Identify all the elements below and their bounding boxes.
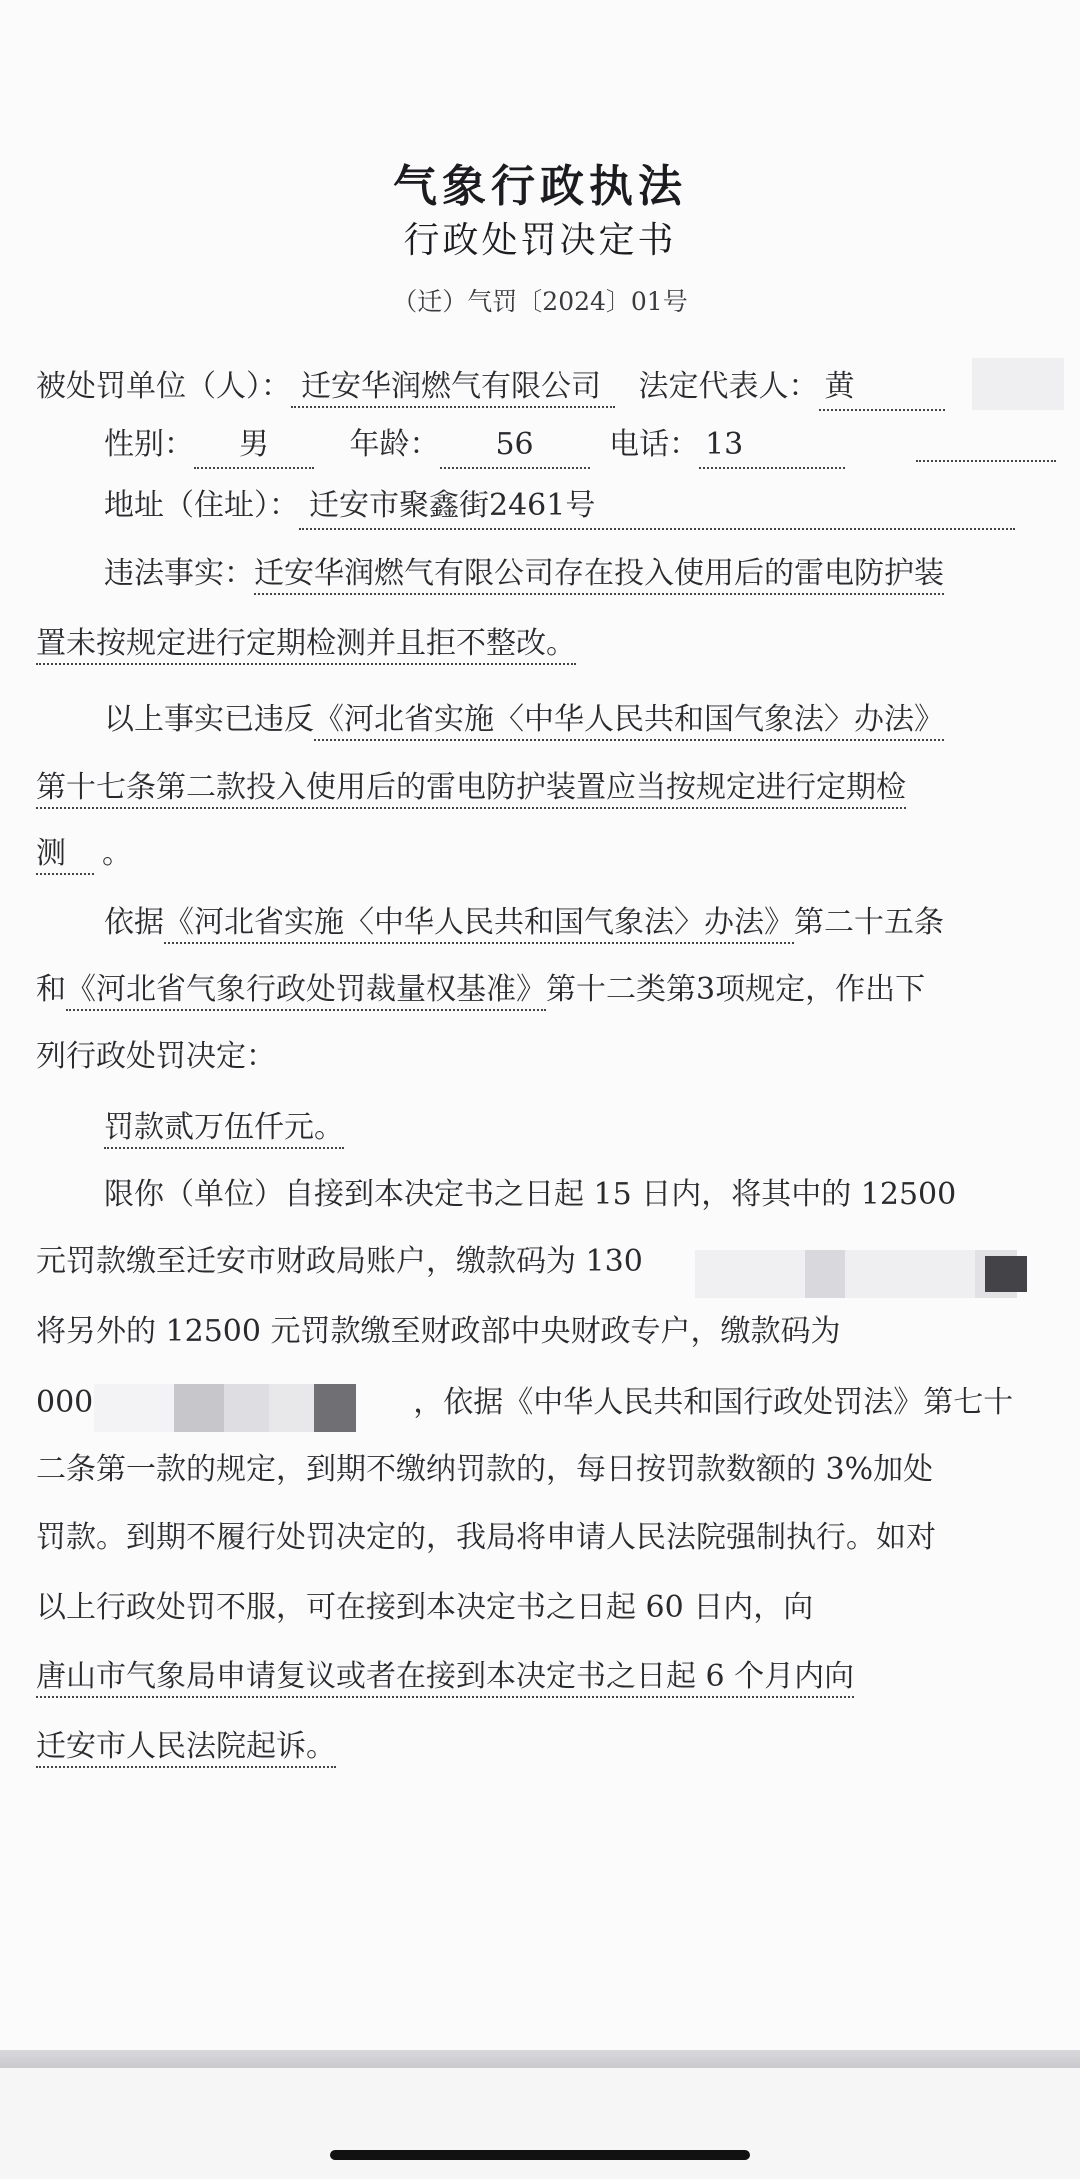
court-text: 迁安市人民法院起诉。 [36,1729,336,1768]
penalty-line [104,1108,344,1148]
payment-line-4-rest: ，依据《中华人民共和国行政处罚法》第七十 [413,1385,1014,1420]
redaction-mask [224,1384,269,1432]
document-number: （迁）气罚〔2024〕01号 [392,287,688,316]
redaction-mask [269,1384,314,1432]
redaction-mask [805,1250,845,1298]
violation-line-2 [36,768,906,808]
violation-prefix: 以上事实已违反 [104,702,314,737]
address-value: 迁安市聚鑫街2461号 [299,486,1015,530]
redaction-mask [174,1384,224,1432]
age-value: 56 [440,425,590,469]
basis-prefix-2: 和 [36,972,66,1007]
payment-line-9 [36,1727,336,1767]
basis-prefix: 依据 [104,905,164,940]
violation-line-1 [104,700,944,740]
basis-line-2 [36,970,925,1010]
payment-line-2: 元罚款缴至迁安市财政局账户，缴款码为 130 [36,1244,643,1279]
rep-value: 黄 [819,367,945,411]
basis-line-3 [36,1037,276,1077]
basis-suffix-1: 第二十五条 [794,905,944,940]
review-authority: 唐山市气象局申请复议或者在接到本决定书之日起 6 个月内向 [36,1659,854,1698]
basis-law-1: 《河北省实施〈中华人民共和国气象法〉办法》 [164,905,794,944]
basis-text-3: 列行政处罚决定： [36,1039,276,1074]
basis-line-1 [104,903,944,943]
bottom-area [0,2068,1080,2179]
violation-period: 。 [102,836,132,871]
violation-line-3 [36,834,132,874]
gender-label: 性别： [104,427,194,462]
redaction-mask [314,1384,356,1432]
age-label: 年龄： [349,427,440,462]
redaction-mask [985,1256,1027,1292]
rep-label: 法定代表人： [638,369,819,404]
payment-line-8 [36,1657,854,1697]
payment-line-6: 罚款。到期不履行处罚决定的，我局将申请人民法院强制执行。如对 [36,1520,936,1555]
phone-label: 电话： [609,427,700,462]
unit-value: 迁安华润燃气有限公司 [291,369,615,408]
facts-text-1: 迁安华润燃气有限公司存在投入使用后的雷电防护装 [254,556,944,595]
phone-value: 13 [699,425,845,469]
violation-text-3: 测 [36,836,94,875]
gender-value: 男 [194,425,314,469]
facts-line-2 [36,624,576,664]
address-label: 地址（住址）： [104,488,299,523]
payment-line-1: 限你（单位）自接到本决定书之日起 15 日内，将其中的 12500 [104,1177,957,1212]
basis-suffix-2: 第十二类第3项规定，作出下 [546,972,926,1007]
violation-law: 《河北省实施〈中华人民共和国气象法〉办法》 [314,702,944,741]
penalty-text: 罚款贰万伍仟元。 [104,1110,344,1149]
payment-line-3: 将另外的 12500 元罚款缴至财政部中央财政专户，缴款码为 [36,1314,841,1349]
redaction-mask [695,1250,805,1298]
home-indicator[interactable] [330,2150,750,2160]
redaction-mask [94,1384,174,1432]
document-subtitle: 行政处罚决定书 [403,220,677,261]
party-unit-row [36,367,945,411]
redaction-mask [845,1250,975,1298]
facts-line-1 [104,554,944,594]
paper-edge [0,2050,1080,2068]
party-address-row [104,486,1015,530]
document-title: 气象行政执法 [393,161,687,212]
violation-text-2: 第十七条第二款投入使用后的雷电防护装置应当按规定进行定期检 [36,770,906,809]
party-info-row [104,425,845,469]
phone-underline-ext [916,460,1056,462]
payment-code-start: 000 [36,1385,94,1420]
basis-law-2: 《河北省气象行政处罚裁量权基准》 [66,972,546,1011]
facts-label: 违法事实： [104,556,254,591]
payment-line-7: 以上行政处罚不服，可在接到本决定书之日起 60 日内，向 [36,1590,814,1625]
unit-label: 被处罚单位（人）： [36,369,291,404]
payment-line-5: 二条第一款的规定，到期不缴纳罚款的，每日按罚款数额的 3%加处 [36,1452,934,1487]
redaction-mask [972,358,1064,410]
facts-text-2: 置未按规定进行定期检测并且拒不整改。 [36,626,576,665]
